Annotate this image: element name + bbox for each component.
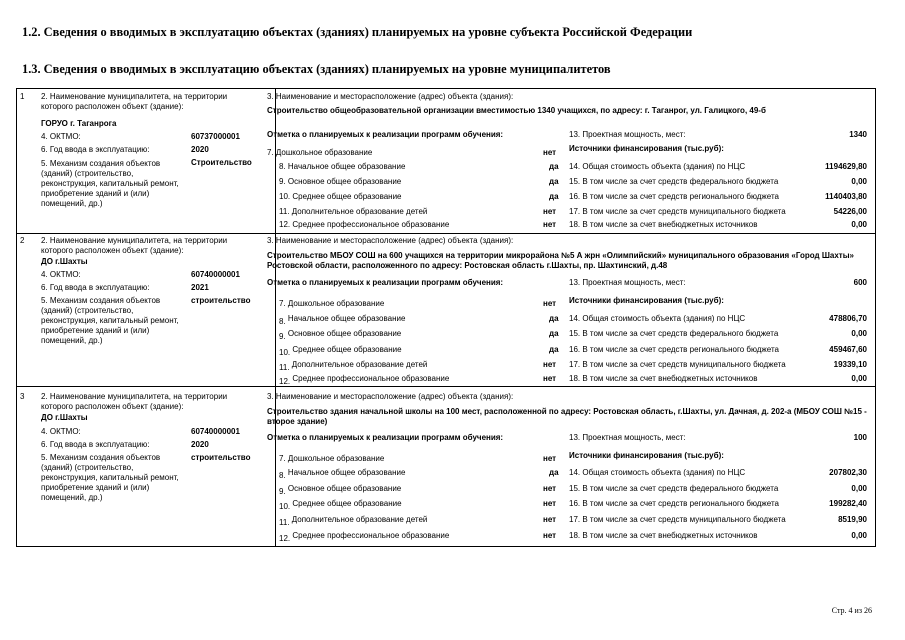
object-value: Строительство МБОУ СОШ на 600 учащихся на территории микрорайона №5 А жрн «Олимпийский» муниципального образования «Город Шахты» Ростовской области, расположенного по адресу: Ростовская область г.Шахты, пр. Шахтинский, д.48 [267,251,854,270]
program-mark: нет [543,360,557,369]
mechanism-label: 5. Механизм создания объектов (зданий) (строительство, реконструкция, капитальный ремонт, приобретение зданий и (или) помещений, др.) [41,159,179,208]
mechanism-value: Строительство [191,158,252,167]
finance-regional-label: 16. В том числе за счет средств регионального бюджета [569,499,779,508]
program-secondary [279,345,402,355]
program-secondary: 10. Среднее общее образование [279,192,402,201]
capacity-value: 100 [853,433,867,442]
programs-label: Отметка о планируемых к реализации программ обучения: [267,278,504,287]
municipality-label: 2. Наименование муниципалитета, на территории которого расположен объект (здание): [41,92,228,111]
heading-1-3: 1.3. Сведения о вводимых в эксплуатацию объектах (зданиях) планируемых на уровне муниципалитетов [22,62,611,76]
program-additional [279,515,427,525]
program-preschool: 7. Дошкольное образование [267,148,373,157]
finance-federal-value: 0,00 [851,484,867,493]
oktmo-value: 60740000001 [191,427,240,436]
object-label: 3. Наименование и месторасположение (адрес) объекта (здания): [267,92,514,101]
program-mark: да [549,468,559,477]
program-mark: да [549,162,559,171]
program-name: Среднее профессиональное образование [292,531,450,540]
year-value: 2021 [191,283,209,292]
program-vocational [279,531,449,541]
finance-total-value: 478806,70 [829,314,867,323]
program-basic [279,484,401,494]
program-name: Дополнительное образование детей [291,360,428,369]
program-primary: 8. Начальное общее образование [279,162,406,171]
programs-label: Отметка о планируемых к реализации программ обучения: [267,130,504,139]
program-preschool: 7. Дошкольное образование [279,454,385,463]
program-primary [279,468,405,478]
program-name: Начальное общее образование [287,468,406,477]
program-mark: да [549,314,559,323]
program-preschool: 7. Дошкольное образование [279,299,385,308]
program-secondary [279,499,402,509]
table-row [17,387,875,547]
municipality-label: 2. Наименование муниципалитета, на территории которого расположен объект (здание): [41,392,228,411]
object-value: Строительство общеобразовательной организации вместимостью 1340 учащихся, по адресу: г. Таганрог, ул. Галицкого, 49-б [267,106,766,115]
program-additional: 11. Дополнительное образование детей [279,207,428,216]
program-vocational [279,374,449,384]
program-number: 11. [279,363,290,372]
program-basic [279,329,401,339]
oktmo-value: 60740000001 [191,270,240,279]
finance-offbudget-label: 18. В том числе за счет внебюджетных источников [569,374,758,383]
finance-federal-label: 15. В том числе за счет средств федерального бюджета [569,329,779,338]
finance-offbudget-label: 18. В том числе за счет внебюджетных источников [569,220,758,229]
program-mark: да [549,192,559,201]
mechanism-label: 5. Механизм создания объектов (зданий) (строительство, реконструкция, капитальный ремонт, приобретение зданий и (или) помещений, др.) [41,296,179,345]
row-number: 3 [20,392,25,401]
program-name: Среднее общее образование [292,499,402,508]
program-mark: нет [543,454,557,463]
finance-regional-value: 459467,60 [829,345,867,354]
finance-municipal-label: 17. В том числе за счет средств муниципального бюджета [569,360,786,369]
finance-total-value: 1194629,80 [825,162,867,171]
program-number: 11. [279,518,290,527]
finance-regional-label: 16. В том числе за счет средств регионального бюджета [569,192,779,201]
municipality-label: 2. Наименование муниципалитета, на территории которого расположен объект (здание): [41,236,228,255]
program-name: Основное общее образование [287,484,402,493]
finance-regional-label: 16. В том числе за счет средств регионального бюджета [569,345,779,354]
finance-municipal-label: 17. В том числе за счет средств муниципального бюджета [569,207,786,216]
sources-label: Источники финансирования (тыс.руб): [569,451,724,460]
capacity-value: 1340 [849,130,867,139]
programs-label: Отметка о планируемых к реализации программ обучения: [267,433,504,442]
finance-total-label: 14. Общая стоимость объекта (здания) по НЦС [569,162,746,171]
program-name: Дополнительное образование детей [291,515,428,524]
program-mark: нет [543,484,557,493]
year-value: 2020 [191,440,209,449]
finance-federal-label: 15. В том числе за счет средств федерального бюджета [569,177,779,186]
program-number: 12. [279,377,291,386]
program-primary [279,314,405,324]
program-basic: 9. Основное общее образование [279,177,402,186]
program-mark: да [549,329,559,338]
page-number: Стр. 4 из 26 [831,606,872,615]
oktmo-value: 60737000001 [191,132,240,141]
finance-municipal-label: 17. В том числе за счет средств муниципального бюджета [569,515,786,524]
capacity-label: 13. Проектная мощность, мест: [569,130,686,139]
program-mark: нет [543,499,557,508]
object-label: 3. Наименование и месторасположение (адрес) объекта (здания): [267,236,514,245]
municipality-value: ДО г.Шахты [41,257,88,266]
mechanism-value: строительство [191,296,251,305]
year-label: 6. Год ввода в эксплуатацию: [41,283,150,292]
program-name: Среднее общее образование [292,345,402,354]
sources-label: Источники финансирования (тыс.руб): [569,296,724,305]
program-number: 10. [279,502,291,511]
program-number: 9. [279,487,286,496]
table-row [17,89,875,233]
oktmo-label: 4. ОКТМО: [41,132,81,141]
capacity-label: 13. Проектная мощность, мест: [569,278,686,287]
finance-municipal-value: 54226,00 [833,207,867,216]
finance-offbudget-label: 18. В том числе за счет внебюджетных источников [569,531,758,540]
program-mark: нет [543,515,557,524]
object-label: 3. Наименование и месторасположение (адрес) объекта (здания): [267,392,514,401]
program-additional [279,360,427,370]
mechanism-value: строительство [191,453,251,462]
object-value: Строительство здания начальной школы на 100 мест, расположенной по адресу: Ростовская область, г.Шахты, ул. Дачная, д. 202-а (МБОУ СОШ №15 - второе здание) [267,407,867,426]
program-mark: нет [543,207,557,216]
finance-offbudget-value: 0,00 [851,220,867,229]
program-mark: нет [543,148,557,157]
finance-offbudget-value: 0,00 [851,374,867,383]
finance-municipal-value: 19339,10 [833,360,867,369]
year-label: 6. Год ввода в эксплуатацию: [41,440,150,449]
table-row [17,234,875,386]
municipality-value: ДО г.Шахты [41,413,88,422]
finance-total-label: 14. Общая стоимость объекта (здания) по НЦС [569,468,746,477]
finance-federal-value: 0,00 [851,329,867,338]
program-mark: да [549,177,559,186]
finance-offbudget-value: 0,00 [851,531,867,540]
oktmo-label: 4. ОКТМО: [41,270,81,279]
finance-total-label: 14. Общая стоимость объекта (здания) по НЦС [569,314,746,323]
row-number: 1 [20,92,25,101]
sources-label: Источники финансирования (тыс.руб): [569,144,724,153]
finance-federal-value: 0,00 [851,177,867,186]
capacity-label: 13. Проектная мощность, мест: [569,433,686,442]
mechanism-label: 5. Механизм создания объектов (зданий) (строительство, реконструкция, капитальный ремонт, приобретение зданий и (или) помещений, др.) [41,453,179,502]
finance-regional-value: 199282,40 [829,499,867,508]
row-number: 2 [20,236,25,245]
finance-regional-value: 1140403,80 [825,192,867,201]
program-name: Основное общее образование [287,329,402,338]
program-number: 8. [279,317,286,326]
objects-table [16,88,876,547]
finance-municipal-value: 8519,90 [838,515,867,524]
program-number: 8. [279,471,286,480]
municipality-value: ГОРУО г. Таганрога [41,119,117,128]
program-mark: да [549,345,559,354]
heading-1-2: 1.2. Сведения о вводимых в эксплуатацию объектах (зданиях) планируемых на уровне субъекта Российской Федерации [22,25,693,39]
finance-total-value: 207802,30 [829,468,867,477]
program-name: Среднее профессиональное образование [292,374,450,383]
program-number: 9. [279,332,286,341]
finance-federal-label: 15. В том числе за счет средств федерального бюджета [569,484,779,493]
program-number: 10. [279,348,291,357]
capacity-value: 600 [853,278,867,287]
oktmo-label: 4. ОКТМО: [41,427,81,436]
program-mark: нет [543,299,557,308]
program-mark: нет [543,531,557,540]
year-value: 2020 [191,145,209,154]
program-number: 12. [279,534,291,543]
program-mark: нет [543,374,557,383]
program-name: Начальное общее образование [287,314,406,323]
program-mark: нет [543,220,557,229]
year-label: 6. Год ввода в эксплуатацию: [41,145,150,154]
program-vocational: 12. Среднее профессиональное образование [279,220,450,229]
